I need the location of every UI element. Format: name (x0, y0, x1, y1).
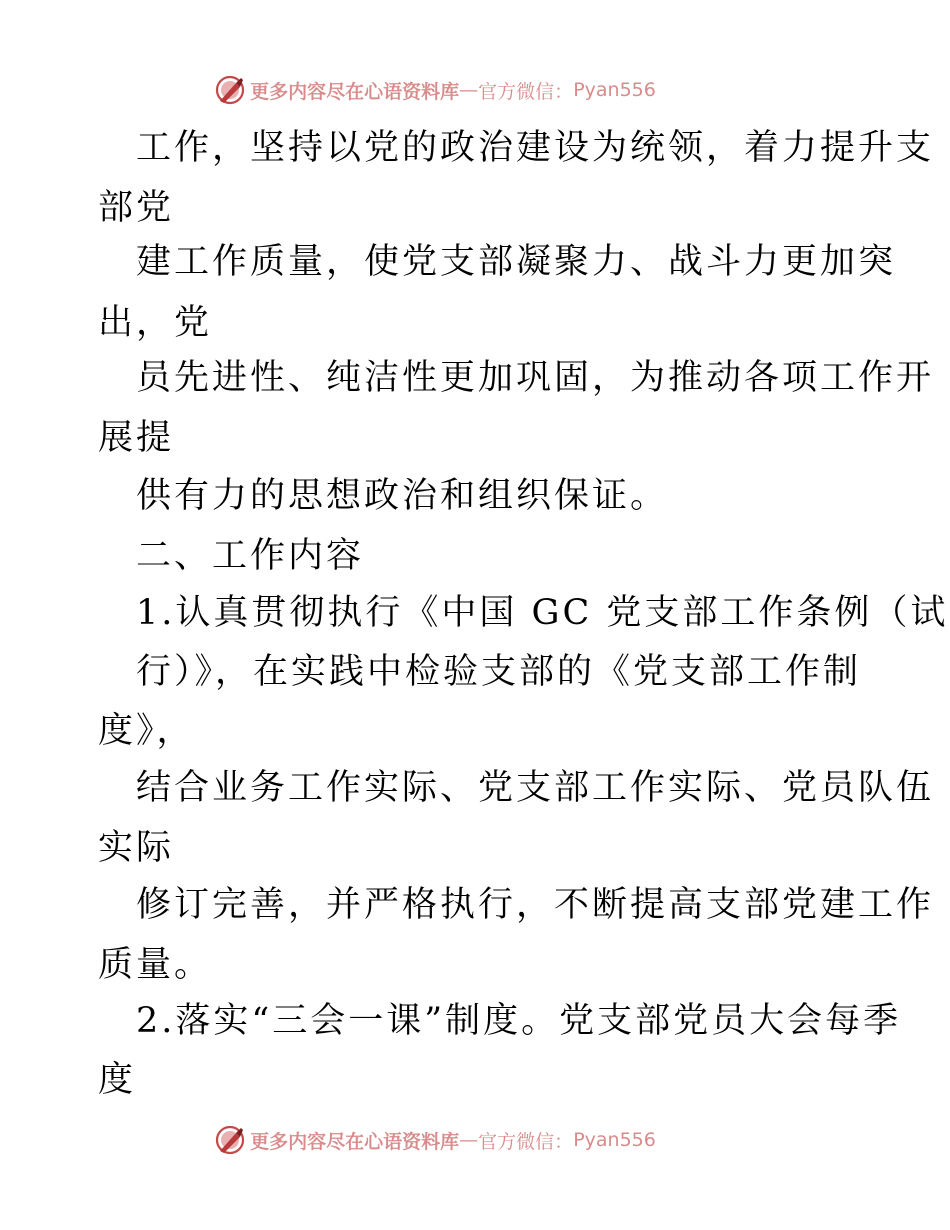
text-line: 部党 (98, 188, 175, 228)
text-line: 展提 (98, 418, 175, 458)
pen-logo-icon (214, 1124, 246, 1156)
text-line: 供有力的思想政治和组织保证。 (136, 476, 669, 516)
watermark-dash: — (459, 79, 479, 101)
text-line: 度》， (98, 711, 195, 751)
watermark-official: 官方微信： (478, 80, 574, 103)
header-watermark (0, 70, 950, 110)
text-line: 行）》，在实践中检验支部的《党支部工作制 (136, 652, 862, 692)
text-line: 度 (98, 1060, 137, 1100)
watermark-wechat-id: Pyan556 (573, 79, 656, 101)
text-line: 2.落实“三会一课”制度。党支部党员大会每季 (136, 1001, 902, 1041)
watermark-wechat-id: Pyan556 (573, 1129, 656, 1151)
watermark-brand: 更多内容尽在心语资料库 (250, 80, 460, 103)
watermark-official: 官方微信： (478, 1130, 574, 1153)
text-line: 出，党 (98, 303, 213, 343)
text-line: 质量。 (98, 945, 213, 985)
text-line: 员先进性、纯洁性更加巩固，为推动各项工作开 (136, 358, 935, 398)
footer-watermark (0, 1120, 950, 1160)
watermark-brand: 更多内容尽在心语资料库 (250, 1130, 460, 1153)
text-line: 建工作质量，使党支部凝聚力、战斗力更加突 (136, 242, 897, 282)
text-line: 实际 (98, 828, 175, 868)
section-heading: 二、工作内容 (136, 536, 365, 576)
text-line: 结合业务工作实际、党支部工作实际、党员队伍 (136, 768, 935, 808)
text-line: 1.认真贯彻执行《中国 GC 党支部工作条例（试 (136, 593, 949, 633)
pen-logo-icon (214, 74, 246, 106)
text-line: 工作，坚持以党的政治建设为统领，着力提升支 (136, 128, 935, 168)
watermark-dash: — (459, 1129, 479, 1151)
text-line: 修订完善，并严格执行，不断提高支部党建工作 (136, 885, 935, 925)
